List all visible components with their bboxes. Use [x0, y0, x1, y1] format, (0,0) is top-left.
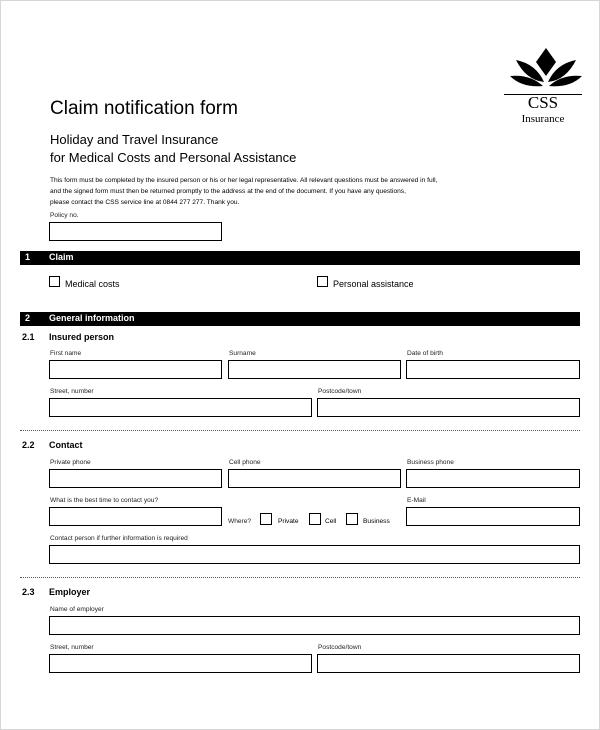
where-cell-checkbox[interactable]	[309, 513, 321, 525]
section-number: 1	[25, 252, 31, 262]
personal-assistance-label: Personal assistance	[333, 279, 414, 289]
subsection-title: Insured person	[49, 332, 115, 342]
postcode-field[interactable]	[317, 398, 580, 417]
intro-text	[50, 175, 490, 208]
medical-costs-checkbox[interactable]	[49, 276, 60, 287]
postcode-label: Postcode/town	[318, 388, 362, 395]
page-title: Claim notification form	[50, 98, 238, 119]
employer-street-field[interactable]	[49, 654, 312, 673]
business-phone-field[interactable]	[406, 469, 580, 488]
employer-street-label: Street, number	[50, 644, 94, 651]
date-of-birth-field[interactable]	[406, 360, 580, 379]
where-private-label: Private	[278, 518, 299, 525]
policy-label: Policy no.	[50, 212, 79, 219]
subsection-number: 2.2	[22, 440, 35, 450]
subtitle-line2: for Medical Costs and Personal Assistance	[50, 150, 297, 165]
section-bar-general-information	[20, 312, 580, 326]
where-label: Where?	[228, 518, 252, 525]
date-of-birth-label: Date of birth	[407, 350, 443, 357]
employer-postcode-label: Postcode/town	[318, 644, 362, 651]
policy-number-field[interactable]	[49, 222, 222, 241]
section-bar-claim	[20, 251, 580, 265]
subsection-number: 2.3	[22, 587, 35, 597]
intro-line1: This form must be completed by the insured person or his or her legal representative. All relevant questions must be answered in full,	[50, 177, 438, 184]
cell-phone-field[interactable]	[228, 469, 401, 488]
business-phone-label: Business phone	[407, 459, 454, 466]
css-logo-icon	[510, 46, 582, 92]
private-phone-field[interactable]	[49, 469, 222, 488]
where-cell-label: Cell	[325, 518, 337, 525]
logo-tagline: Insurance	[521, 113, 565, 125]
cell-phone-label: Cell phone	[229, 459, 261, 466]
subsection-title: Employer	[49, 587, 91, 597]
subsection-number: 2.1	[22, 332, 35, 342]
employer-name-label: Name of employer	[50, 606, 104, 613]
logo-brand: CSS	[527, 93, 559, 112]
personal-assistance-checkbox[interactable]	[317, 276, 328, 287]
subtitle-line1: Holiday and Travel Insurance	[50, 132, 219, 147]
surname-label: Surname	[229, 350, 256, 357]
best-time-label: What is the best time to contact you?	[50, 497, 159, 504]
private-phone-label: Private phone	[50, 459, 91, 466]
section-title: Claim	[49, 252, 74, 262]
where-business-label: Business	[363, 518, 390, 525]
where-business-checkbox[interactable]	[346, 513, 358, 525]
surname-field[interactable]	[228, 360, 401, 379]
email-field[interactable]	[406, 507, 580, 526]
contact-person-field[interactable]	[49, 545, 580, 564]
best-time-field[interactable]	[49, 507, 222, 526]
divider	[20, 577, 580, 578]
subsection-title: Contact	[49, 440, 83, 450]
contact-person-label: Contact person if further information is required	[50, 535, 188, 542]
street-field[interactable]	[49, 398, 312, 417]
email-label: E-Mail	[407, 497, 426, 504]
employer-name-field[interactable]	[49, 616, 580, 635]
medical-costs-label: Medical costs	[65, 279, 120, 289]
first-name-label: First name	[50, 350, 82, 357]
employer-postcode-field[interactable]	[317, 654, 580, 673]
street-label: Street, number	[50, 388, 94, 395]
intro-line3: please contact the CSS service line at 0844 277 277. Thank you.	[50, 199, 240, 206]
intro-line2: and the signed form must then be returned promptly to the address at the end of the document. If you have any questions,	[50, 188, 406, 195]
first-name-field[interactable]	[49, 360, 222, 379]
divider	[20, 430, 580, 431]
section-title: General information	[49, 313, 135, 323]
section-number: 2	[25, 313, 31, 323]
where-private-checkbox[interactable]	[260, 513, 272, 525]
